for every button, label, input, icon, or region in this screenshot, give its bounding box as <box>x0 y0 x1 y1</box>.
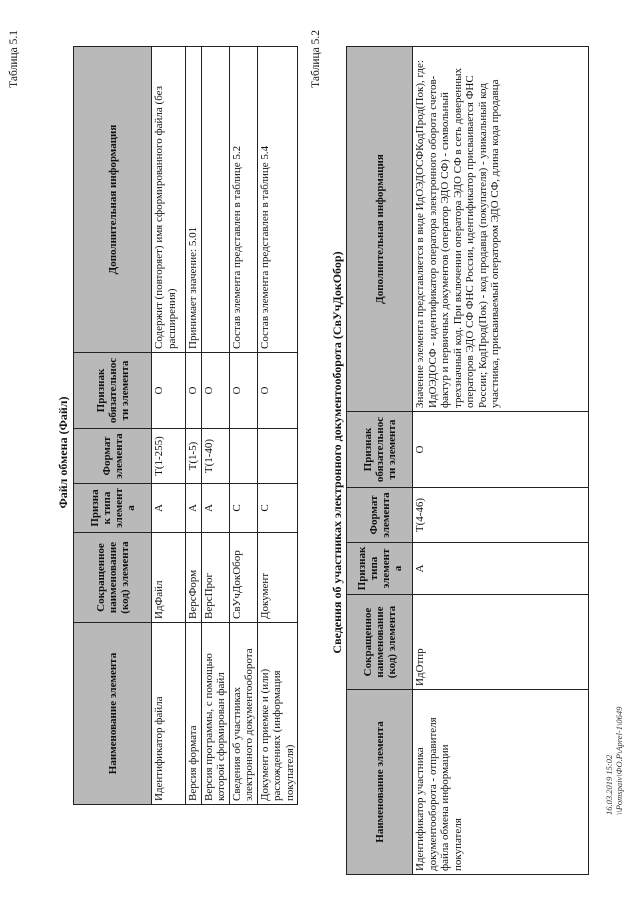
table-row <box>413 47 589 875</box>
table-cell: О <box>152 353 186 429</box>
edo-participants-table <box>346 46 589 875</box>
table-caption: Таблица 5.2 <box>310 30 322 88</box>
table-row <box>229 47 257 805</box>
table-cell <box>201 47 229 353</box>
column-header: Формат элемента <box>347 488 413 543</box>
table-cell: С <box>229 484 257 533</box>
column-header: Дополнительная информация <box>347 47 413 412</box>
table-caption: Таблица 5.1 <box>8 30 20 88</box>
table-cell: СвУчДокОбор <box>229 533 257 623</box>
table-cell: А <box>413 543 589 595</box>
table-cell: Т(1-40) <box>201 429 229 484</box>
table-cell: Т(4-46) <box>413 488 589 543</box>
table-header-row <box>347 47 413 875</box>
table-row <box>201 47 229 805</box>
table-cell: Идентификатор файла <box>152 623 186 805</box>
table-cell: О <box>186 353 202 429</box>
table-cell: Идентификатор участника документооборота - отправителя файла обмена информации покупателя <box>413 690 589 875</box>
table-row <box>257 47 298 805</box>
column-header: Сокращенное наименование (код) элемента <box>347 595 413 690</box>
column-header: Дополнительная информация <box>74 47 152 353</box>
column-header: Формат элемента <box>74 429 152 484</box>
table-cell: А <box>201 484 229 533</box>
table-cell: Версия формата <box>186 623 202 805</box>
column-header: Признак типа элемента <box>74 484 152 533</box>
table-cell: О <box>257 353 298 429</box>
table-cell: О <box>229 353 257 429</box>
table-cell: А <box>152 484 186 533</box>
table-cell: А <box>186 484 202 533</box>
table-cell: ВерсФорм <box>186 533 202 623</box>
table-cell: ИдФайл <box>152 533 186 623</box>
column-header: Признак обязательности элемента <box>74 353 152 429</box>
table-cell: Состав элемента представлен в таблице 5.2 <box>229 47 257 353</box>
column-header: Наименование элемента <box>74 623 152 805</box>
stamp-path: \\Pomspaiv\ФО.Р\Aprel-1\0649 <box>614 706 624 815</box>
column-header: Признак обязательности элемента <box>347 412 413 488</box>
table-cell <box>257 429 298 484</box>
table-cell: Т(1-5) <box>186 429 202 484</box>
stamp-date: 16.03.2019 15:02 <box>604 754 614 815</box>
table-cell: Значение элемента представляется в виде ИдОЭДОСФКодПрод(Пок), где: ИдОЭДОСФ - идентификатор оператора электронного оборота счетов-фактур и первичных документов (оператор ЭДО СФ) - символьный трехзначный код. При включении оператора ЭДО СФ в сеть доверенных операторов ЭДО СФ ФНС России, идентификатор присваивается ФНС России; КодПрод(Пок) - код продавца (покупателя) - уникальный код участника, присваиваемый оператором ЭДО СФ, длина кода продавца <box>413 47 589 412</box>
table-cell: ИдОтпр <box>413 595 589 690</box>
table-cell: Сведения об участниках электронного документооборота <box>229 623 257 805</box>
table-cell: Содержит (повторяет) имя сформированного файла (без расширения) <box>152 47 186 353</box>
table-cell: О <box>413 412 589 488</box>
table-header-row <box>74 47 152 805</box>
table-title: Сведения об участниках электронного документооборота (СвУчДокОбор) <box>330 251 344 654</box>
table-cell: Принимает значение: 5.01 <box>186 47 202 353</box>
table-cell: ВерсПрог <box>201 533 229 623</box>
table-row <box>152 47 186 805</box>
table-cell: Т(1-255) <box>152 429 186 484</box>
table-cell: Документ о приемке и (или) расхождениях (информация покупателя) <box>257 623 298 805</box>
table-cell: С <box>257 484 298 533</box>
table-cell: Версия программы, с помощью которой сформирован файл <box>201 623 229 805</box>
footer-stamp <box>604 707 624 815</box>
table-cell: Состав элемента представлен в таблице 5.4 <box>257 47 298 353</box>
table-cell: О <box>201 353 229 429</box>
column-header: Сокращенное наименование (код) элемента <box>74 533 152 623</box>
table-cell <box>229 429 257 484</box>
exchange-file-table <box>73 46 298 805</box>
column-header: Наименование элемента <box>347 690 413 875</box>
column-header: Признак типа элемента <box>347 543 413 595</box>
table-title: Файл обмена (Файл) <box>56 396 70 509</box>
table-row <box>186 47 202 805</box>
table-cell: Документ <box>257 533 298 623</box>
